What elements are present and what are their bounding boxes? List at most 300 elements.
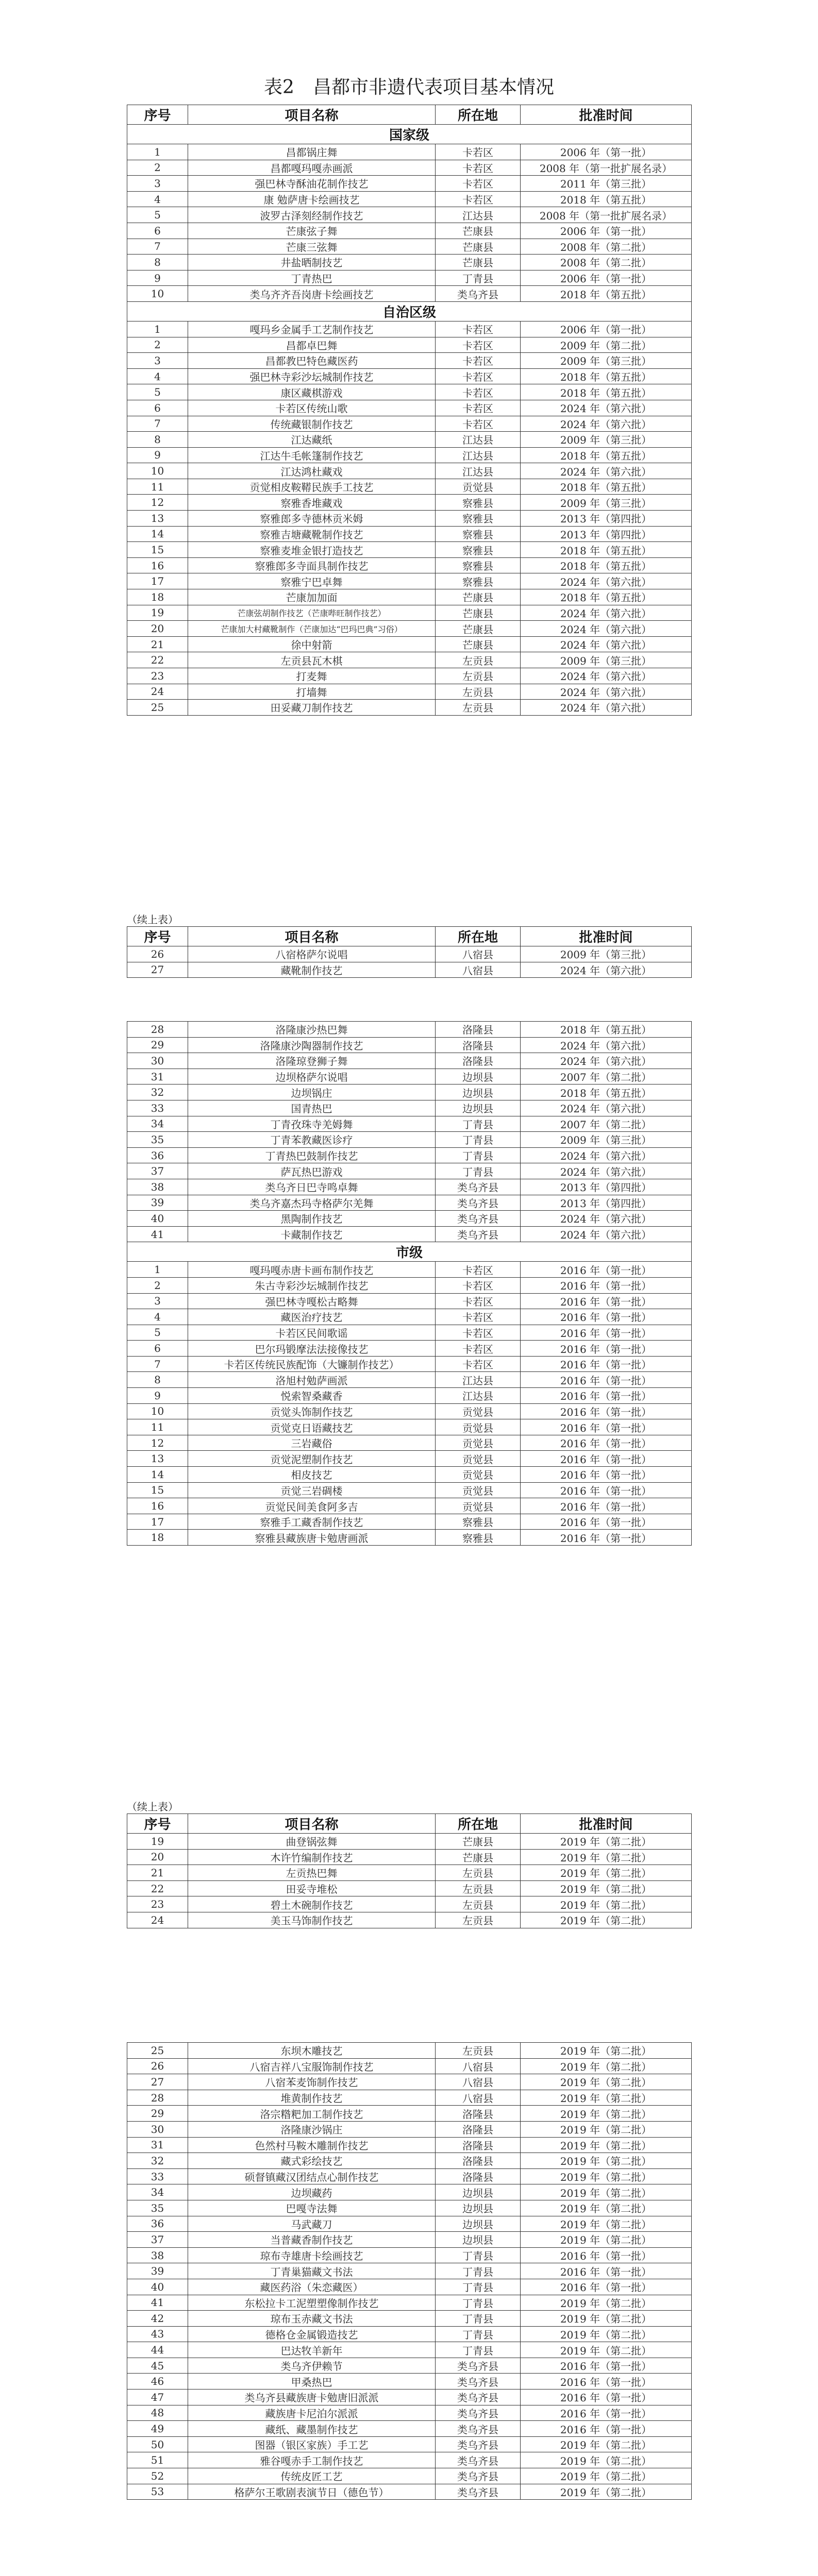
location: 贡觉县 [436, 1403, 521, 1419]
row-number: 29 [127, 2106, 188, 2122]
location: 卡若区 [436, 176, 521, 192]
row-number: 9 [127, 270, 188, 286]
location: 左贡县 [436, 652, 521, 668]
table-row [127, 2374, 692, 2389]
approval-time: 2016 年（第一批） [521, 1293, 692, 1309]
location: 八宿县 [436, 2058, 521, 2074]
header-cell-no: 序号 [127, 1814, 188, 1834]
location: 类乌齐县 [436, 2421, 521, 2437]
location: 八宿县 [436, 2090, 521, 2106]
table-row [127, 2436, 692, 2452]
approval-time: 2016 年（第一批） [521, 1388, 692, 1404]
row-number: 32 [127, 2153, 188, 2169]
row-number: 10 [127, 1403, 188, 1419]
project-name: 康区藏棋游戏 [188, 384, 436, 400]
approval-time: 2019 年（第二批） [521, 2295, 692, 2311]
row-number: 27 [127, 962, 188, 978]
approval-time: 2008 年（第二批） [521, 239, 692, 255]
table-row [127, 1053, 692, 1069]
table-row [127, 144, 692, 160]
project-name: 国青热巴 [188, 1100, 436, 1116]
location: 察雅县 [436, 495, 521, 511]
project-name: 传统藏银制作技艺 [188, 416, 436, 432]
project-name: 类乌齐县藏族唐卡勉唐旧派派 [188, 2389, 436, 2405]
approval-time: 2019 年（第二批） [521, 1865, 692, 1881]
approval-time: 2024 年（第六批） [521, 1211, 692, 1227]
approval-time: 2016 年（第一批） [521, 1451, 692, 1467]
location: 贡觉县 [436, 1451, 521, 1467]
row-number: 6 [127, 400, 188, 416]
row-number: 23 [127, 1896, 188, 1912]
project-name: 贡觉三岩碉楼 [188, 1482, 436, 1498]
table-row [127, 1388, 692, 1404]
table-row [127, 962, 692, 978]
header-cell-time: 批准时间 [521, 1814, 692, 1834]
approval-time: 2018 年（第五批） [521, 1084, 692, 1100]
location: 丁青县 [436, 2263, 521, 2279]
location: 类乌齐县 [436, 2484, 521, 2500]
project-name: 芒康三弦舞 [188, 239, 436, 255]
approval-time: 2019 年（第二批） [521, 1834, 692, 1850]
location: 芒康县 [436, 621, 521, 637]
table-row [127, 511, 692, 527]
table-row [127, 1865, 692, 1881]
table-row [127, 2137, 692, 2153]
table-row [127, 2168, 692, 2184]
approval-time: 2016 年（第一批） [521, 1372, 692, 1388]
row-number: 15 [127, 542, 188, 558]
approval-time: 2024 年（第六批） [521, 621, 692, 637]
approval-time: 2016 年（第一批） [521, 1341, 692, 1357]
row-number: 25 [127, 700, 188, 716]
approval-time: 2019 年（第二批） [521, 2436, 692, 2452]
row-number: 5 [127, 1325, 188, 1341]
project-name: 芒康加大村藏靴制作（芒康加达“巴玛巴典”习俗） [188, 621, 436, 637]
project-name: 色然村马鞍木雕制作技艺 [188, 2137, 436, 2153]
approval-time: 2009 年（第三批） [521, 946, 692, 962]
row-number: 11 [127, 479, 188, 495]
project-name: 江达鸿杜藏戏 [188, 463, 436, 479]
location: 卡若区 [436, 160, 521, 176]
header-cell-no: 序号 [127, 927, 188, 946]
table-row [127, 1451, 692, 1467]
project-name: 贡觉民间美食阿多吉 [188, 1498, 436, 1514]
table-row [127, 621, 692, 637]
location: 察雅县 [436, 542, 521, 558]
table-row [127, 2247, 692, 2263]
table-row [127, 191, 692, 207]
project-name: 八宿苯麦饰制作技艺 [188, 2074, 436, 2090]
location: 类乌齐县 [436, 2405, 521, 2421]
row-number: 32 [127, 1084, 188, 1100]
table-row [127, 1498, 692, 1514]
approval-time: 2016 年（第一批） [521, 1467, 692, 1483]
row-number: 24 [127, 684, 188, 700]
project-name: 打麦舞 [188, 668, 436, 684]
row-number: 9 [127, 447, 188, 463]
table-row [127, 1309, 692, 1325]
project-name: 相皮技艺 [188, 1467, 436, 1483]
table-row [127, 353, 692, 369]
project-name: 堆黄制作技艺 [188, 2090, 436, 2106]
project-name: 硕督镇藏汉团结点心制作技艺 [188, 2168, 436, 2184]
project-name: 巴达牧羊新年 [188, 2342, 436, 2358]
project-name: 强巴林寺嘎松古略舞 [188, 1293, 436, 1309]
approval-time: 2019 年（第二批） [521, 2468, 692, 2484]
table-row [127, 526, 692, 542]
location: 边坝县 [436, 1069, 521, 1084]
location: 察雅县 [436, 526, 521, 542]
row-number: 44 [127, 2342, 188, 2358]
project-name: 格萨尔王歌剧表演节日（德色节） [188, 2484, 436, 2500]
approval-time: 2016 年（第一批） [521, 1514, 692, 1530]
location: 察雅县 [436, 557, 521, 573]
location: 类乌齐县 [436, 1211, 521, 1227]
approval-time: 2016 年（第一批） [521, 2279, 692, 2295]
table-row [127, 1834, 692, 1850]
row-number: 50 [127, 2436, 188, 2452]
row-number: 51 [127, 2452, 188, 2468]
table-row [127, 416, 692, 432]
row-number: 13 [127, 1451, 188, 1467]
category-label: 国家级 [127, 125, 692, 144]
row-number: 8 [127, 432, 188, 448]
project-name: 贡觉克日语藏技艺 [188, 1419, 436, 1435]
approval-time: 2019 年（第二批） [521, 2184, 692, 2200]
location: 卡若区 [436, 1309, 521, 1325]
row-number: 20 [127, 621, 188, 637]
approval-time: 2016 年（第一批） [521, 1435, 692, 1451]
row-number: 40 [127, 1211, 188, 1227]
row-number: 34 [127, 1116, 188, 1132]
approval-time: 2013 年（第四批） [521, 526, 692, 542]
project-name: 昌都锅庄舞 [188, 144, 436, 160]
approval-time: 2016 年（第一批） [521, 1530, 692, 1546]
project-name: 类乌齐日巴寺鸣卓舞 [188, 1179, 436, 1195]
project-name: 康 勉萨唐卡绘画技艺 [188, 191, 436, 207]
approval-time: 2024 年（第六批） [521, 1226, 692, 1242]
project-name: 昌都教巴特色藏医药 [188, 353, 436, 369]
table-row [127, 2468, 692, 2484]
location: 卡若区 [436, 416, 521, 432]
project-name: 藏族唐卡尼泊尔派派 [188, 2405, 436, 2421]
table-row [127, 2090, 692, 2106]
project-name: 藏靴制作技艺 [188, 962, 436, 978]
row-number: 12 [127, 1435, 188, 1451]
row-number: 1 [127, 321, 188, 337]
row-number: 16 [127, 557, 188, 573]
project-name: 琼布玉赤藏文书法 [188, 2311, 436, 2327]
approval-time: 2016 年（第一批） [521, 1325, 692, 1341]
approval-time: 2019 年（第二批） [521, 2090, 692, 2106]
approval-time: 2018 年（第五批） [521, 368, 692, 384]
project-name: 洛隆康沙陶器制作技艺 [188, 1037, 436, 1053]
location: 边坝县 [436, 1100, 521, 1116]
table-row [127, 1262, 692, 1278]
project-name: 田妥寺堆松 [188, 1880, 436, 1896]
table-row [127, 432, 692, 448]
project-name: 察雅宁巴卓舞 [188, 573, 436, 589]
table-row [127, 1179, 692, 1195]
table-row [127, 270, 692, 286]
table-row [127, 1147, 692, 1163]
row-number: 35 [127, 1132, 188, 1148]
row-number: 8 [127, 1372, 188, 1388]
row-number: 19 [127, 1834, 188, 1850]
project-name: 江达牛毛帐篷制作技艺 [188, 447, 436, 463]
row-number: 13 [127, 511, 188, 527]
row-number: 14 [127, 526, 188, 542]
row-number: 2 [127, 160, 188, 176]
location: 察雅县 [436, 1530, 521, 1546]
table-row [127, 160, 692, 176]
row-number: 43 [127, 2326, 188, 2342]
category-row-city [127, 1242, 692, 1262]
approval-time: 2016 年（第一批） [521, 2389, 692, 2405]
table-row [127, 1372, 692, 1388]
location: 类乌齐县 [436, 2436, 521, 2452]
approval-time: 2019 年（第二批） [521, 2452, 692, 2468]
table-row [127, 2074, 692, 2090]
project-name: 察雅县藏族唐卡勉唐画派 [188, 1530, 436, 1546]
project-name: 洛旭村勉萨画派 [188, 1372, 436, 1388]
approval-time: 2019 年（第二批） [521, 2074, 692, 2090]
location: 芒康县 [436, 1849, 521, 1865]
project-name: 朱古寺彩沙坛城制作技艺 [188, 1277, 436, 1293]
location: 边坝县 [436, 2200, 521, 2216]
row-number: 2 [127, 337, 188, 353]
approval-time: 2018 年（第五批） [521, 542, 692, 558]
table-row [127, 384, 692, 400]
row-number: 9 [127, 1388, 188, 1404]
row-number: 52 [127, 2468, 188, 2484]
project-name: 藏医药浴（朱恋藏医） [188, 2279, 436, 2295]
row-number: 15 [127, 1482, 188, 1498]
project-name: 嘎玛乡金属手工艺制作技艺 [188, 321, 436, 337]
row-number: 35 [127, 2200, 188, 2216]
project-name: 美玉马饰制作技艺 [188, 1912, 436, 1928]
table-header-row [127, 105, 692, 125]
row-number: 22 [127, 652, 188, 668]
row-number: 4 [127, 368, 188, 384]
project-name: 徐中射箭 [188, 636, 436, 652]
approval-time: 2013 年（第四批） [521, 511, 692, 527]
approval-time: 2009 年（第三批） [521, 353, 692, 369]
location: 丁青县 [436, 2342, 521, 2358]
row-number: 17 [127, 1514, 188, 1530]
table-row [127, 207, 692, 223]
project-name: 类乌齐伊赖节 [188, 2358, 436, 2374]
approval-time: 2018 年（第五批） [521, 384, 692, 400]
table-row [127, 684, 692, 700]
approval-time: 2018 年（第五批） [521, 191, 692, 207]
project-name: 八宿格萨尔说唱 [188, 946, 436, 962]
table-row [127, 2295, 692, 2311]
project-name: 甲桑热巴 [188, 2374, 436, 2389]
location: 类乌齐县 [436, 2389, 521, 2405]
location: 江达县 [436, 1388, 521, 1404]
location: 卡若区 [436, 1341, 521, 1357]
project-name: 德格仓金属锻造技艺 [188, 2326, 436, 2342]
approval-time: 2019 年（第二批） [521, 2200, 692, 2216]
row-number: 39 [127, 2263, 188, 2279]
row-number: 34 [127, 2184, 188, 2200]
location: 左贡县 [436, 700, 521, 716]
location: 江达县 [436, 432, 521, 448]
approval-time: 2019 年（第二批） [521, 2106, 692, 2122]
location: 贡觉县 [436, 1498, 521, 1514]
row-number: 10 [127, 463, 188, 479]
location: 左贡县 [436, 668, 521, 684]
table-row [127, 1195, 692, 1211]
approval-time: 2019 年（第二批） [521, 1880, 692, 1896]
approval-time: 2024 年（第六批） [521, 962, 692, 978]
approval-time: 2019 年（第二批） [521, 2168, 692, 2184]
location: 丁青县 [436, 1132, 521, 1148]
project-name: 类乌齐嘉杰玛寺格萨尔羌舞 [188, 1195, 436, 1211]
table-row [127, 495, 692, 511]
project-name: 藏纸、藏墨制作技艺 [188, 2421, 436, 2437]
continued-label-2: （续上表） [127, 1801, 178, 1813]
row-number: 47 [127, 2389, 188, 2405]
approval-time: 2008 年（第一批扩展名录） [521, 207, 692, 223]
location: 江达县 [436, 447, 521, 463]
row-number: 27 [127, 2074, 188, 2090]
approval-time: 2016 年（第一批） [521, 2374, 692, 2389]
table-row [127, 1325, 692, 1341]
table-row [127, 1896, 692, 1912]
table-row [127, 2232, 692, 2248]
header-cell-time: 批准时间 [521, 105, 692, 125]
approval-time: 2024 年（第六批） [521, 573, 692, 589]
row-number: 37 [127, 2232, 188, 2248]
row-number: 39 [127, 1195, 188, 1211]
approval-time: 2006 年（第一批） [521, 270, 692, 286]
row-number: 30 [127, 1053, 188, 1069]
approval-time: 2019 年（第二批） [521, 2484, 692, 2500]
approval-time: 2016 年（第一批） [521, 2247, 692, 2263]
approval-time: 2024 年（第六批） [521, 1163, 692, 1179]
location: 卡若区 [436, 337, 521, 353]
project-name: 东坝木雕技艺 [188, 2043, 436, 2059]
approval-time: 2009 年（第三批） [521, 1132, 692, 1148]
row-number: 36 [127, 1147, 188, 1163]
project-name: 田妥藏刀制作技艺 [188, 700, 436, 716]
row-number: 26 [127, 946, 188, 962]
table-row [127, 1211, 692, 1227]
approval-time: 2009 年（第二批） [521, 337, 692, 353]
location: 类乌齐县 [436, 286, 521, 302]
approval-time: 2018 年（第五批） [521, 447, 692, 463]
project-name: 藏医治疗技艺 [188, 1309, 436, 1325]
approval-time: 2006 年（第一批） [521, 223, 692, 239]
approval-time: 2024 年（第六批） [521, 636, 692, 652]
heritage-table-part-2 [127, 926, 692, 978]
approval-time: 2018 年（第五批） [521, 286, 692, 302]
location: 左贡县 [436, 1865, 521, 1881]
project-name: 察雅郎多寺面具制作技艺 [188, 557, 436, 573]
location: 边坝县 [436, 2232, 521, 2248]
approval-time: 2016 年（第一批） [521, 2405, 692, 2421]
location: 芒康县 [436, 239, 521, 255]
location: 洛隆县 [436, 2168, 521, 2184]
location: 丁青县 [436, 2311, 521, 2327]
continued-label: （续上表） [127, 913, 178, 926]
approval-time: 2019 年（第二批） [521, 2153, 692, 2169]
approval-time: 2024 年（第六批） [521, 700, 692, 716]
row-number: 41 [127, 1226, 188, 1242]
approval-time: 2024 年（第六批） [521, 1100, 692, 1116]
row-number: 26 [127, 2058, 188, 2074]
table-row [127, 2263, 692, 2279]
location: 类乌齐县 [436, 2358, 521, 2374]
table-row [127, 1132, 692, 1148]
row-number: 5 [127, 384, 188, 400]
location: 丁青县 [436, 1147, 521, 1163]
project-name: 左贡县瓦木棋 [188, 652, 436, 668]
project-name: 卡藏制作技艺 [188, 1226, 436, 1242]
approval-time: 2016 年（第一批） [521, 1482, 692, 1498]
table-row [127, 557, 692, 573]
table-row [127, 652, 692, 668]
project-name: 波罗古泽刻经制作技艺 [188, 207, 436, 223]
approval-time: 2016 年（第一批） [521, 1356, 692, 1372]
header-cell-name: 项目名称 [188, 927, 436, 946]
location: 类乌齐县 [436, 1226, 521, 1242]
approval-time: 2019 年（第二批） [521, 1912, 692, 1928]
approval-time: 2024 年（第六批） [521, 463, 692, 479]
location: 卡若区 [436, 191, 521, 207]
project-name: 黑陶制作技艺 [188, 1211, 436, 1227]
table-row [127, 636, 692, 652]
approval-time: 2024 年（第六批） [521, 1053, 692, 1069]
table-header-row [127, 927, 692, 946]
location: 洛隆县 [436, 2121, 521, 2137]
approval-time: 2019 年（第二批） [521, 2137, 692, 2153]
approval-time: 2013 年（第四批） [521, 1179, 692, 1195]
approval-time: 2016 年（第一批） [521, 2358, 692, 2374]
row-number: 3 [127, 176, 188, 192]
location: 类乌齐县 [436, 2452, 521, 2468]
project-name: 贡觉泥塑制作技艺 [188, 1451, 436, 1467]
row-number: 23 [127, 668, 188, 684]
project-name: 当普藏香制作技艺 [188, 2232, 436, 2248]
table-row [127, 1293, 692, 1309]
header-cell-time: 批准时间 [521, 927, 692, 946]
row-number: 31 [127, 1069, 188, 1084]
location: 类乌齐县 [436, 2374, 521, 2389]
approval-time: 2008 年（第一批扩展名录） [521, 160, 692, 176]
category-row-regional [127, 301, 692, 321]
table-row [127, 2311, 692, 2327]
project-name: 巴嘎寺法舞 [188, 2200, 436, 2216]
project-name: 萨瓦热巴游戏 [188, 1163, 436, 1179]
approval-time: 2006 年（第一批） [521, 144, 692, 160]
heritage-table-part-1 [127, 105, 692, 716]
table-row [127, 1530, 692, 1546]
table-row [127, 589, 692, 605]
table-row [127, 2452, 692, 2468]
approval-time: 2024 年（第六批） [521, 416, 692, 432]
table-row [127, 1880, 692, 1896]
row-number: 21 [127, 1865, 188, 1881]
project-name: 察雅吉塘藏靴制作技艺 [188, 526, 436, 542]
header-cell-place: 所在地 [436, 927, 521, 946]
project-name: 雅谷嘎赤手工制作技艺 [188, 2452, 436, 2468]
table-row [127, 1849, 692, 1865]
location: 芒康县 [436, 1834, 521, 1850]
row-number: 4 [127, 1309, 188, 1325]
